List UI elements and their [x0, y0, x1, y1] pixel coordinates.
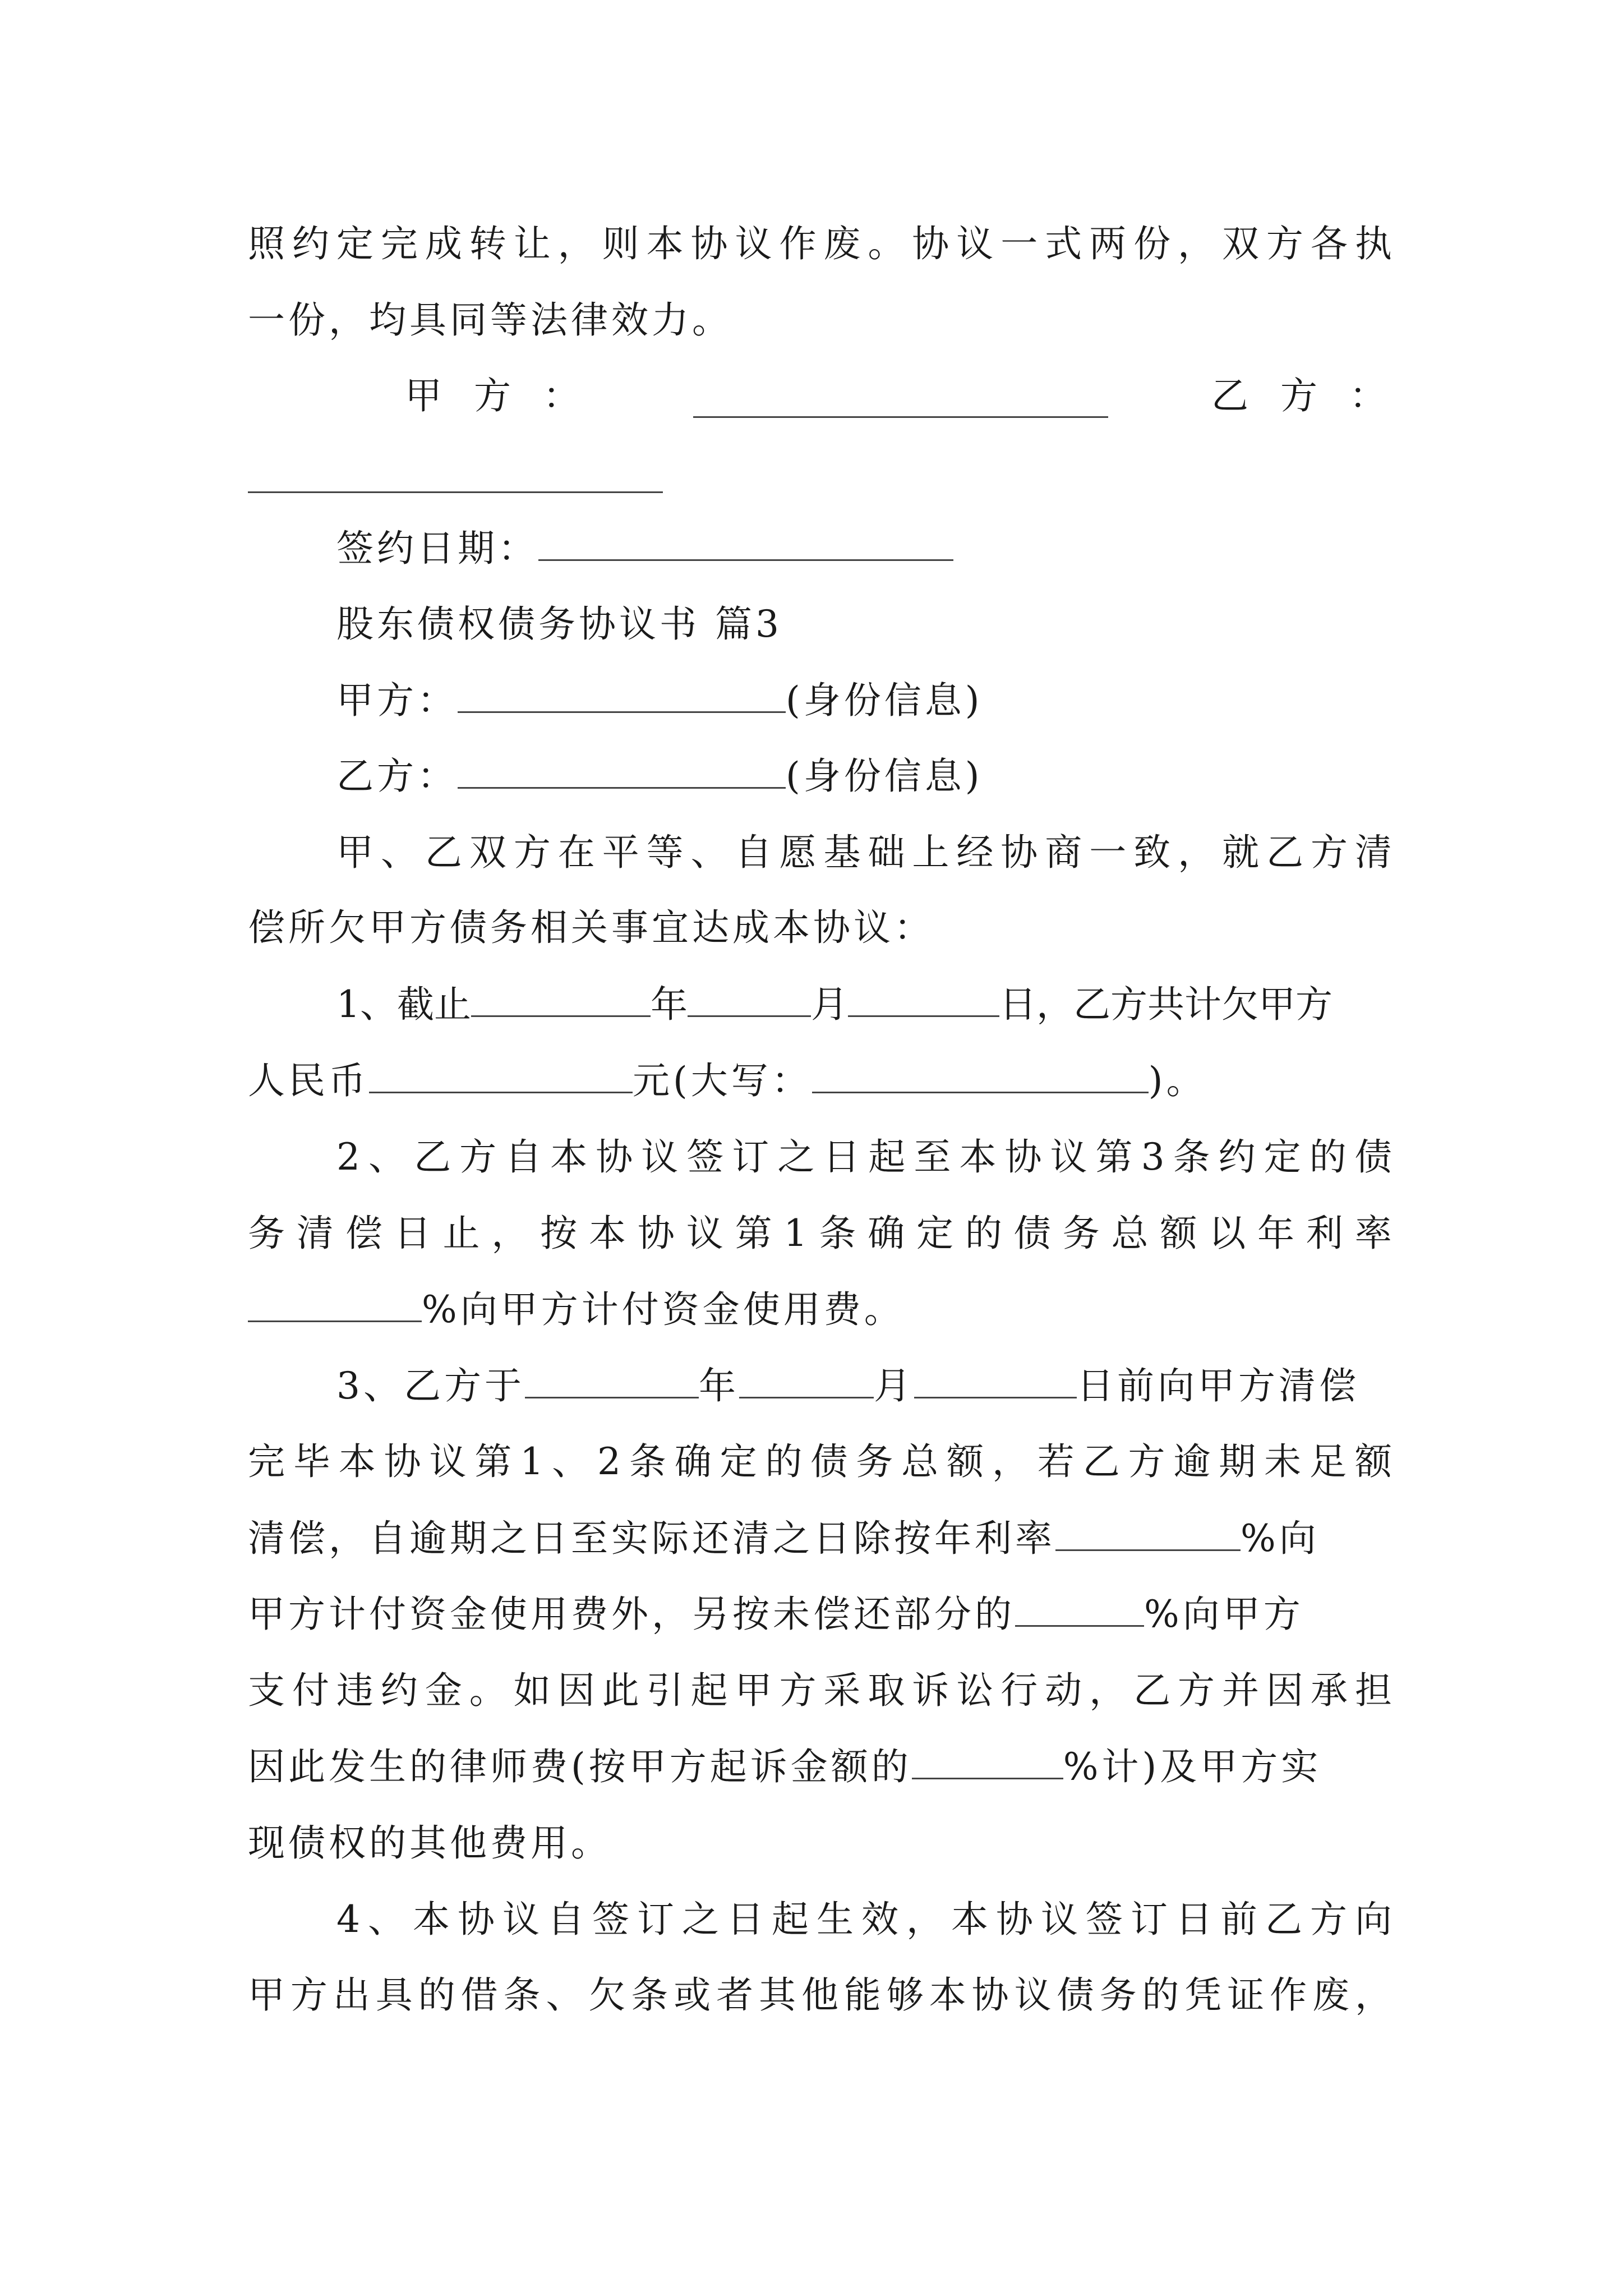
clause-3-penalty-blank [1015, 1590, 1144, 1627]
clause-1-capital-label: 元(大写： [633, 1059, 812, 1102]
clause-1-end: )。 [1148, 1059, 1207, 1102]
preamble-line-2: 偿所欠甲方债务相关事宜达成本协议： [248, 906, 934, 949]
text-line-1: 照 约 定 完 成 转 让 ， 则 本 协 议 作 废 。 协 议 一 式 两 份 ， 双 方 各 执 [248, 222, 1392, 265]
clause-3-line-3 [248, 1511, 1392, 1567]
clause-3-day-blank [914, 1362, 1077, 1398]
party-a-signature-blank [693, 416, 1108, 418]
clause-3-line-5: 支 付 违 约 金 。 如 因 此 引 起 甲 方 采 取 诉 讼 行 动 ， 乙 方 并 因 承 担 [248, 1669, 1392, 1712]
party-b-label: 乙方： [336, 754, 458, 798]
party-b-line [336, 748, 1392, 804]
sign-date-line [336, 521, 1392, 577]
clause-3-penalty-prefix: 甲方计付资金使用费外，另按未偿还部分的 [248, 1593, 1015, 1636]
clause-3-line-2: 完 毕 本 协 议 第 1 、 2 条 确 定 的 债 务 总 额 ， 若 乙 方 逾 期 未 足 额 [248, 1440, 1392, 1483]
clause-1-capital-blank [812, 1057, 1149, 1093]
clause-3-month-blank [739, 1362, 874, 1398]
clause-3-line-6 [248, 1739, 1392, 1795]
party-a-signature-label: 甲 方 ： [405, 374, 590, 417]
clause-1-line-2 [248, 1053, 1392, 1109]
text-line-2: 一份，均具同等法律效力。 [248, 298, 732, 342]
clause-2-rest: %向甲方计付资金使用费。 [422, 1288, 905, 1331]
clause-3-lawyer-blank [912, 1743, 1063, 1779]
party-a-id-note: (身份信息) [786, 679, 983, 722]
clause-1-month: 月 [811, 983, 848, 1026]
clause-1-day-rest: 日，乙方共计欠甲方 [999, 983, 1332, 1026]
clause-3-line-7: 现债权的其他费用。 [248, 1821, 611, 1865]
preamble-line-1: 甲 、 乙 双 方 在 平 等 、 自 愿 基 础 上 经 协 商 一 致 ， 就 乙 方 清 [336, 831, 1392, 874]
clause-2-line-2: 务 清 偿 日 止 ， 按 本 协 议 第 1 条 确 定 的 债 务 总 额 以 年 利 率 [248, 1212, 1392, 1255]
party-a-blank [458, 677, 786, 713]
clause-3-late-prefix: 清偿，自逾期之日至实际还清之日除按年利率 [248, 1517, 1055, 1560]
clause-1-prefix: 1、截止 [336, 983, 471, 1026]
clause-1-rmb-label: 人民币 [248, 1059, 369, 1102]
party-b-signature-blank [248, 491, 663, 493]
clause-3-late-rate-blank [1055, 1515, 1241, 1551]
clause-1-month-blank [688, 981, 811, 1017]
party-a-line [336, 673, 1392, 729]
clause-4-line-2: 甲 方 出 具 的 借 条 、 欠 条 或 者 其 他 能 够 本 协 议 债 务 的 凭 证 作 废 ， [248, 1973, 1392, 2017]
party-a-label: 甲方： [336, 679, 458, 722]
clause-2-line-1: 2 、 乙 方 自 本 协 议 签 订 之 日 起 至 本 协 议 第 3 条 约 定 的 债 [336, 1135, 1392, 1179]
clause-3-prefix: 3、乙方于 [336, 1364, 525, 1407]
clause-3-year: 年 [699, 1364, 739, 1407]
clause-4-line-1: 4 、 本 协 议 自 签 订 之 日 起 生 效 ， 本 协 议 签 订 日 前 乙 方 向 [336, 1898, 1392, 1941]
clause-3-month: 月 [874, 1364, 914, 1407]
party-b-blank [458, 752, 786, 789]
clause-3-line-4 [248, 1586, 1392, 1642]
clause-1-line-1 [336, 977, 1392, 1033]
party-b-id-note: (身份信息) [786, 754, 983, 798]
sign-date-label: 签约日期： [336, 527, 538, 570]
clause-1-amount-blank [369, 1057, 633, 1093]
section-title: 股东债权债务协议书 篇3 [336, 602, 782, 646]
clause-3-lawyer-rest: %计)及甲方实 [1063, 1745, 1322, 1788]
clause-3-penalty-rest: %向甲方 [1144, 1593, 1304, 1636]
clause-1-year: 年 [651, 983, 688, 1026]
clause-3-year-blank [525, 1362, 699, 1398]
clause-3-rest: 日前向甲方清偿 [1077, 1364, 1359, 1407]
clause-3-lawyer-prefix: 因此发生的律师费(按甲方起诉金额的 [248, 1745, 912, 1788]
party-b-signature-label: 乙 方 ： [1211, 374, 1396, 417]
clause-1-day-blank [848, 981, 999, 1017]
sign-date-blank [538, 524, 953, 561]
clause-2-line-3 [248, 1282, 1392, 1338]
clause-1-year-blank [471, 981, 651, 1017]
clause-2-rate-blank [248, 1286, 422, 1322]
clause-3-late-rest: %向 [1241, 1517, 1320, 1560]
clause-3-line-1 [336, 1358, 1392, 1414]
